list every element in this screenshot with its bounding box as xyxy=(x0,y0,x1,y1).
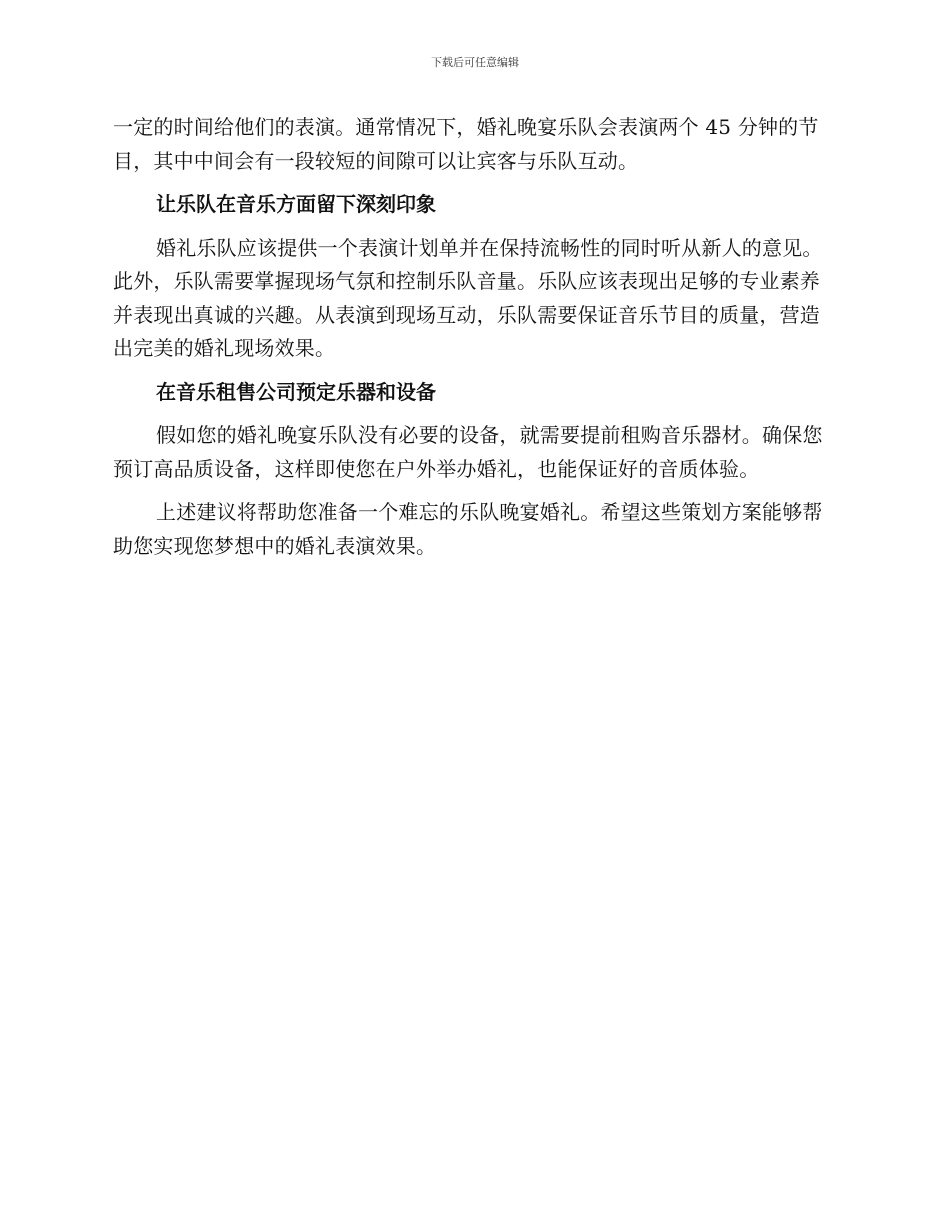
section-heading-equipment-rental: 在音乐租售公司预定乐器和设备 xyxy=(156,379,436,404)
paragraph-equipment: 假如您的婚礼晚宴乐队没有必要的设备，就需要提前租购音乐器材。确保您预订高品质设备，这样即使您在户外举办婚礼，也能保证好的音质体验。 xyxy=(113,423,823,481)
paragraph-continued: 一定的时间给他们的表演。通常情况下，婚礼晚宴乐队会表演两个 45 分钟的节目，其中中间会有一段较短的间隙可以让宾客与乐队互动。 xyxy=(113,115,819,173)
page-header-note: 下载后可任意编辑 xyxy=(431,56,519,69)
section-heading-band-impression: 让乐队在音乐方面留下深刻印象 xyxy=(156,192,436,216)
paragraph-conclusion: 上述建议将帮助您准备一个难忘的乐队晚宴婚礼。希望这些策划方案能够帮助您实现您梦想中的婚礼表演效果。 xyxy=(113,500,823,558)
paragraph-band-performance: 婚礼乐队应该提供一个表演计划单并在保持流畅性的同时听从新人的意见。此外，乐队需要掌握现场气氛和控制乐队音量。乐队应该表现出足够的专业素养并表现出真诚的兴趣。从表演到现场互动，乐队需要保证音乐节目的质量，营造出完美的婚礼现场效果。 xyxy=(113,235,823,360)
document-body xyxy=(113,111,837,573)
